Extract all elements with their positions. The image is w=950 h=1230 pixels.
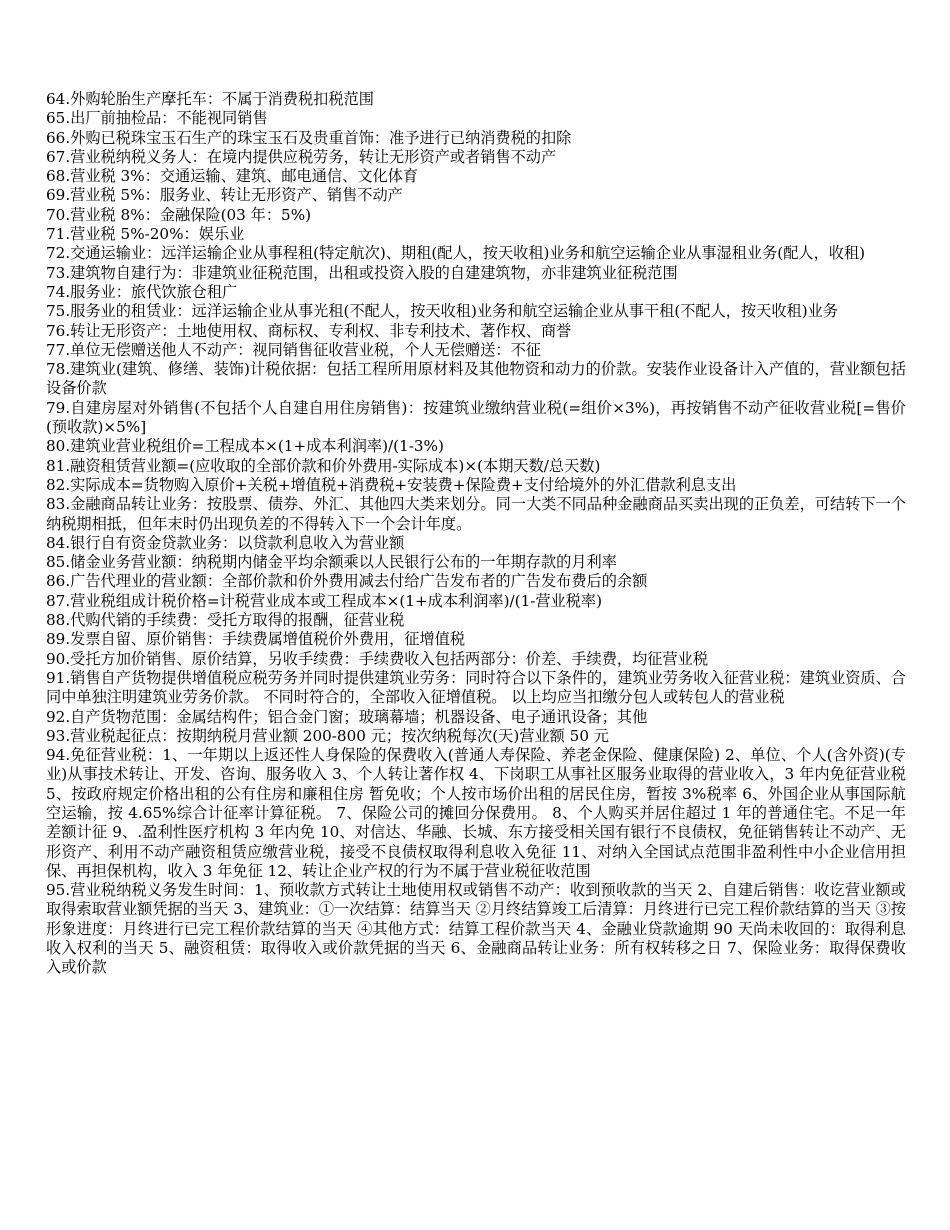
list-item-77: 77.单位无偿赠送他人不动产：视同销售征收营业税，个人无偿赠送：不征 bbox=[46, 340, 541, 359]
list-item-71: 71.营业税 5%-20%：娱乐业 bbox=[46, 225, 245, 244]
list-item-66: 66.外购已税珠宝玉石生产的珠宝玉石及贵重首饰：准予进行已纳消费税的扣除 bbox=[46, 128, 572, 147]
list-item-74: 74.服务业：旅代饮旅仓租广 bbox=[46, 282, 238, 301]
list-item-89: 89.发票自留、原价销售：手续费属增值税价外费用，征增值税 bbox=[46, 630, 466, 649]
list-item-87: 87.营业税组成计税价格=计税营业成本或工程成本×(1+成本利润率)/(1-营业税率) bbox=[46, 591, 603, 610]
list-item-90: 90.受托方加价销售、原价结算，另收手续费：手续费收入包括两部分：价差、手续费，均征营业税 bbox=[46, 649, 709, 668]
list-item-78: 78.建筑业(建筑、修缮、装饰)计税依据：包括工程所用原材料及其他物资和动力的价款。安装作业设备计入产值的，营业额包括设备价款 bbox=[46, 360, 906, 398]
list-item-94: 94.免征营业税：1、一年期以上返还性人身保险的保费收入(普通人寿保险、养老金保险、健康保险) 2、单位、个人(含外资)(专业)从事技术转让、开发、咨询、服务收入 3、个人转让著作权 4、下岗职工从事社区服务业取得的营业收入，3 年内免征营业税 5、按政府规定价格出租的公有住房和廉租住房 暂免收；个人按市场价出租的居民住房，暂按 3%税率 6、外国企业从事国际航空运输，按 4.65%综合计征率计算征税。 7、保险公司的摊回分保费用。 8、个人购买并居住超过 1 年的普通住宅。不足一年差额计征 9、.盈利性医疗机构 3 年内免 10、对信达、华融、长城、东方接受相关国有银行不良债权，免征销售转让不动产、无形资产、利用不动产融资租赁应缴营业税，接受不良债权取得利息收入免征 11、对纳入全国试点范围非盈利性中小企业信用担保、再担保机构，收入 3 年免征 12、转让企业产权的行为不属于营业税征收范围 bbox=[46, 746, 906, 880]
list-item-72: 72.交通运输业：远洋运输企业从事程租(特定航次)、期租(配人，按天收租)业务和航空运输企业从事湿租业务(配人，收租) bbox=[46, 244, 866, 263]
list-item-84: 84.银行自有资金贷款业务：以贷款利息收入为营业额 bbox=[46, 533, 405, 552]
list-item-76: 76.转让无形资产：土地使用权、商标权、专利权、非专利技术、著作权、商誉 bbox=[46, 321, 572, 340]
list-item-79: 79.自建房屋对外销售(不包括个人自建自用住房销售)：按建筑业缴纳营业税(=组价×3%)，再按销售不动产征收营业税[=售价(预收款)×5%] bbox=[46, 398, 906, 437]
list-item-73: 73.建筑物自建行为：非建筑业征税范围，出租或投资入股的自建建筑物，亦非建筑业征税范围 bbox=[46, 263, 678, 282]
list-item-65: 65.出厂前抽检品：不能视同销售 bbox=[46, 109, 268, 128]
list-item-64: 64.外购轮胎生产摩托车：不属于消费税扣税范围 bbox=[46, 90, 374, 108]
list-item-82: 82.实际成本=货物购入原价+关税+增值税+消费税+安装费+保险费+支付给境外的外汇借款利息支出 bbox=[46, 475, 737, 494]
list-item-75: 75.服务业的租赁业：远洋运输企业从事光租(不配人，按天收租)业务和航空运输企业从事干租(不配人，按天收租)业务 bbox=[46, 302, 839, 321]
list-item-92: 92.自产货物范围：金属结构件；铝合金门窗；玻璃幕墙；机器设备、电子通讯设备；其他 bbox=[46, 707, 648, 726]
list-item-88: 88.代购代销的手续费：受托方取得的报酬，征营业税 bbox=[46, 611, 405, 630]
list-item-85: 85.储金业务营业额：纳税期内储金平均余额乘以人民银行公布的一年期存款的月利率 bbox=[46, 553, 617, 572]
list-item-86: 86.广告代理业的营业额：全部价款和价外费用减去付给广告发布者的广告发布费后的余额 bbox=[46, 572, 648, 591]
list-item-69: 69.营业税 5%：服务业、转让无形资产、销售不动产 bbox=[46, 186, 403, 205]
list-item-81: 81.融资租赁营业额=(应收取的全部价款和价外费用-实际成本)×(本期天数/总天数) bbox=[46, 456, 601, 475]
list-item-67: 67.营业税纳税义务人：在境内提供应税劳务，转让无形资产或者销售不动产 bbox=[46, 147, 557, 166]
list-item-83: 83.金融商品转让业务：按股票、债券、外汇、其他四大类来划分。同一大类不同品种金融商品买卖出现的正负差，可结转下一个纳税期相抵，但年末时仍出现负差的不得转入下一个会计年度。 bbox=[46, 495, 906, 533]
document-page bbox=[46, 90, 906, 978]
list-item-70: 70.营业税 8%：金融保险(03 年：5%) bbox=[46, 205, 312, 224]
list-item-93: 93.营业税起征点：按期纳税月营业额 200-800 元；按次纳税每次(天)营业额 50 元 bbox=[46, 726, 609, 745]
list-item-80: 80.建筑业营业税组价=工程成本×(1+成本利润率)/(1-3%) bbox=[46, 437, 444, 456]
list-item-95: 95.营业税纳税义务发生时间：1、预收款方式转让土地使用权或销售不动产：收到预收款的当天 2、自建后销售：收讫营业额或取得索取营业额凭据的当天 3、建筑业：①一次结算：结算当天 ②月终结算竣工后清算：月终进行已完工程价款结算的当天 ③按形象进度：月终进行已完工程价款结算的当天 ④其他方式：结算工程价款当天 4、金融业贷款逾期 90 天尚未收回的：取得利息收入权利的当天 5、融资租赁：取得收入或价款凭据的当天 6、金融商品转让业务：所有权转移之日 7、保险业务：取得保费收入或价款 bbox=[46, 881, 906, 977]
list-item-91: 91.销售自产货物提供增值税应税劳务并同时提供建筑业劳务：同时符合以下条件的，建筑业劳务收入征营业税：建筑业资质、合同中单独注明建筑业劳务价款。 不同时符合的，全部收入征增值税。 以上均应当扣缴分包人或转包人的营业税 bbox=[46, 668, 906, 707]
list-item-68: 68.营业税 3%：交通运输、建筑、邮电通信、文化体育 bbox=[46, 167, 419, 186]
